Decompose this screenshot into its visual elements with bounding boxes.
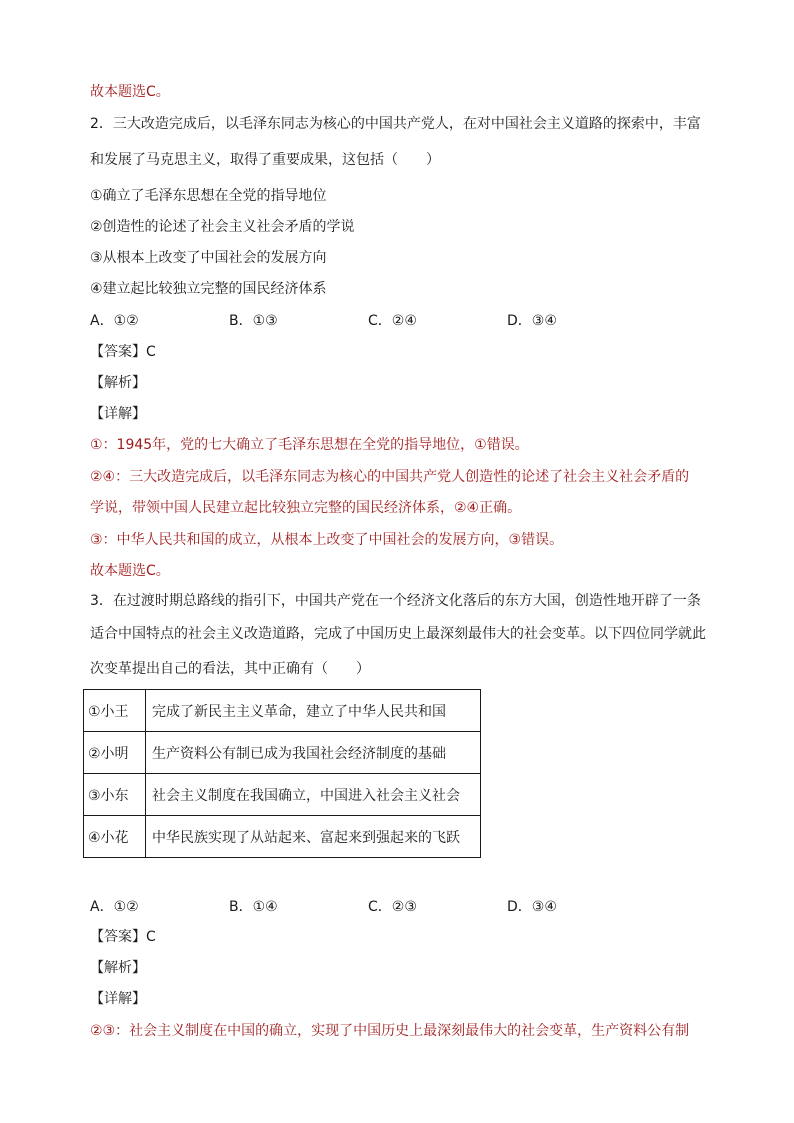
q3-analysis-label: 【解析】: [90, 960, 146, 976]
student-name: ①小王: [84, 690, 146, 732]
q2-statement-3: ③从根本上改变了中国社会的发展方向: [90, 250, 327, 266]
q2-statement-4: ④建立起比较独立完整的国民经济体系: [90, 281, 327, 297]
q2-option-d: D．③④: [507, 313, 557, 329]
table-row: [84, 816, 481, 858]
student-view: 中华民族实现了从站起来、富起来到强起来的飞跃: [146, 816, 481, 858]
q3-explanation-1: ②③：社会主义制度在中国的确立，实现了中国历史上最深刻最伟大的社会变革，生产资料公有制: [90, 1023, 690, 1039]
q3-option-d: D．③④: [507, 899, 557, 915]
table-row: [84, 732, 481, 774]
q3-option-b: B．①④: [229, 899, 278, 915]
q2-answer: 【答案】C: [90, 344, 156, 360]
q3-answer: 【答案】C: [90, 929, 156, 945]
q1-conclusion: 故本题选C。: [90, 84, 170, 100]
q3-stem-line1: 3．在过渡时期总路线的指引下，中国共产党在一个经济文化落后的东方大国，创造性地开辟了一条: [90, 593, 701, 609]
q3-stem-line3: 次变革提出自己的看法，其中正确有（ ）: [90, 661, 370, 677]
student-view: 生产资料公有制已成为我国社会经济制度的基础: [146, 732, 481, 774]
q3-stem-line2: 适合中国特点的社会主义改造道路，完成了中国历史上最深刻最伟大的社会变革。以下四位同学就此: [90, 626, 706, 642]
q2-stem-line1: 2．三大改造完成后，以毛泽东同志为核心的中国共产党人，在对中国社会主义道路的探索中，丰富: [90, 116, 701, 132]
q2-option-c: C．②④: [368, 313, 417, 329]
q2-option-a: A．①②: [90, 313, 139, 329]
q2-analysis-label: 【解析】: [90, 375, 146, 391]
q2-explanation-4: ③：中华人民共和国的成立，从根本上改变了中国社会的发展方向，③错误。: [90, 532, 564, 548]
student-view: 社会主义制度在我国确立，中国进入社会主义社会: [146, 774, 481, 816]
q2-conclusion: 故本题选C。: [90, 563, 170, 579]
q2-explanation-2: ②④：三大改造完成后，以毛泽东同志为核心的中国共产党人创造性的论述了社会主义社会矛盾的: [90, 469, 690, 485]
q2-options: [90, 311, 610, 331]
student-name: ③小东: [84, 774, 146, 816]
q3-detail-label: 【详解】: [90, 991, 146, 1007]
table-row: [84, 774, 481, 816]
student-view: 完成了新民主主义革命，建立了中华人民共和国: [146, 690, 481, 732]
q3-option-c: C．②③: [368, 899, 417, 915]
q3-options: [90, 897, 610, 917]
q2-statement-2: ②创造性的论述了社会主义社会矛盾的学说: [90, 219, 355, 235]
q2-option-b: B．①③: [229, 313, 278, 329]
q2-explanation-1: ①：1945年，党的七大确立了毛泽东思想在全党的指导地位，①错误。: [90, 437, 529, 453]
q3-option-a: A．①②: [90, 899, 139, 915]
table-row: [84, 690, 481, 732]
q2-stem-line2: 和发展了马克思主义，取得了重要成果，这包括（ ）: [90, 152, 440, 168]
q3-opinion-table: [83, 689, 481, 858]
q2-detail-label: 【详解】: [90, 406, 146, 422]
student-name: ④小花: [84, 816, 146, 858]
student-name: ②小明: [84, 732, 146, 774]
q2-explanation-3: 学说，带领中国人民建立起比较独立完整的国民经济体系，②④正确。: [90, 500, 522, 516]
q2-statement-1: ①确立了毛泽东思想在全党的指导地位: [90, 188, 327, 204]
